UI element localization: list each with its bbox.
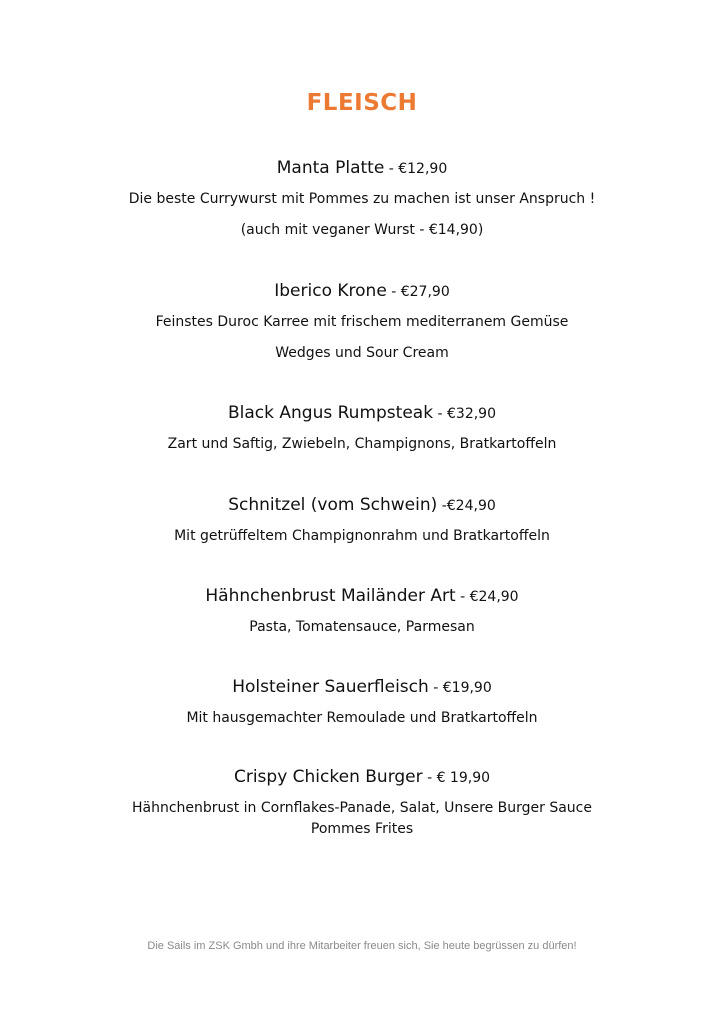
menu-item-holsteiner-sauerfleisch <box>0 675 724 728</box>
menu-item-title <box>0 401 724 426</box>
menu-item-title <box>0 584 724 609</box>
menu-item-description: Mit hausgemachter Remoulade und Bratkartoffeln <box>186 710 538 726</box>
menu-item-name: Iberico Krone <box>274 281 387 301</box>
menu-item-price: -€24,90 <box>437 498 496 514</box>
menu-item-iberico-krone <box>0 279 724 363</box>
menu-item-description: (auch mit veganer Wurst - €14,90) <box>240 222 484 238</box>
menu-item-price: - €27,90 <box>386 284 450 300</box>
menu-item-price: - €24,90 <box>455 589 519 605</box>
menu-item-schnitzel <box>0 493 724 546</box>
menu-item-price: - € 19,90 <box>422 770 491 786</box>
menu-item-description: Zart und Saftig, Zwiebeln, Champignons, Bratkartoffeln <box>167 436 557 452</box>
menu-item-title <box>0 493 724 518</box>
section-heading: FLEISCH <box>306 90 418 116</box>
menu-item-name: Holsteiner Sauerfleisch <box>232 677 429 697</box>
menu-item-name: Manta Platte <box>276 158 385 178</box>
menu-item-description: Wedges und Sour Cream <box>275 345 449 361</box>
menu-item-name: Black Angus Rumpsteak <box>228 403 434 423</box>
menu-item-description: Feinstes Duroc Karree mit frischem mediterranem Gemüse <box>155 314 569 330</box>
menu-item-title <box>0 675 724 700</box>
footer-note: Die Sails im ZSK Gmbh und ihre Mitarbeiter freuen sich, Sie heute begrüssen zu dürfen! <box>147 940 577 952</box>
menu-item-description: Pasta, Tomatensauce, Parmesan <box>249 619 475 635</box>
menu-item-description: Hähnchenbrust in Cornflakes-Panade, Salat, Unsere Burger Sauce <box>131 800 592 816</box>
menu-item-manta-platte <box>0 156 724 240</box>
menu-item-description: Pommes Frites <box>310 821 414 837</box>
menu-item-haehnchenbrust-mailaender-art <box>0 584 724 637</box>
menu-item-name: Schnitzel (vom Schwein) <box>228 495 438 515</box>
menu-item-name: Crispy Chicken Burger <box>233 767 423 787</box>
menu-item-price: - €32,90 <box>433 406 496 422</box>
menu-item-price: - €19,90 <box>428 680 492 696</box>
menu-item-black-angus-rumpsteak <box>0 401 724 454</box>
menu-item-name: Hähnchenbrust Mailänder Art <box>205 586 456 606</box>
menu-item-price: - €12,90 <box>384 161 448 177</box>
menu-item-description: Mit getrüffeltem Champignonrahm und Bratkartoffeln <box>174 528 550 544</box>
menu-item-title <box>0 765 724 790</box>
menu-item-title <box>0 156 724 181</box>
menu-item-crispy-chicken-burger <box>0 765 724 839</box>
menu-item-description: Die beste Currywurst mit Pommes zu machen ist unser Anspruch ! <box>128 191 596 207</box>
menu-item-title <box>0 279 724 304</box>
